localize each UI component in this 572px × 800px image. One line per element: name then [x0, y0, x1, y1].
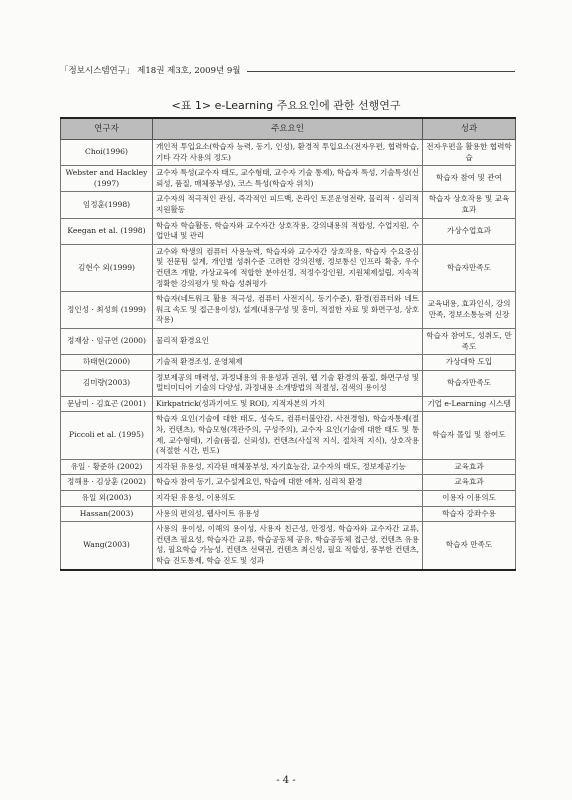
result-cell: 교육효과 [423, 475, 516, 491]
author-cell: Choi(1996) [61, 140, 153, 166]
author-cell: 정해용 · 김상훈 (2002) [61, 475, 153, 491]
table-title: <표 1> e-Learning 주요요인에 관한 선행연구 [171, 99, 401, 112]
author-cell: 김미량(2003) [61, 370, 153, 396]
author-cell: 하태현(2000) [61, 355, 153, 371]
author-cell: Wang(2003) [61, 522, 153, 570]
factors-cell: 학습자 학습활동, 학습자와 교수자간 상호작용, 강의내용의 적합성, 수업지원, 수업안내 및 관리 [153, 218, 423, 244]
running-head [60, 64, 515, 76]
result-cell: 학습자만족도 [423, 370, 516, 396]
table-header-row [61, 118, 516, 140]
table-row [61, 166, 516, 192]
header-factors: 주요요인 [153, 118, 423, 140]
result-cell: 전자우편을 활용한 협력학습 [423, 140, 516, 166]
header-result: 성과 [423, 118, 516, 140]
result-cell: 가상대학 도입 [423, 355, 516, 371]
factors-cell: Kirkpatrick(성과기여도 및 ROI), 지적자본의 가치 [153, 396, 423, 412]
factors-cell: 학습자(네트워크 활용 적극성, 컴퓨터 사전지식, 동기수준), 환경(컴퓨터와 네트워크 속도 및 접근용이성), 설계(내용구성 및 흥미, 적절한 자료 및 화면구성, 상호작용) [153, 292, 423, 329]
factors-cell: 지각된 유용성, 이용의도 [153, 491, 423, 507]
author-cell: 유일 · 황준하 (2002) [61, 459, 153, 475]
table-row [61, 491, 516, 507]
table-row [61, 475, 516, 491]
author-cell: Keegan et al. (1998) [61, 218, 153, 244]
factors-cell: 개인적 투입요소(학습자 능력, 동기, 인성), 환경적 투입요소(전자우편, 협력학습, 기타 각각 사용의 정도) [153, 140, 423, 166]
author-cell: Webster and Hackley (1997) [61, 166, 153, 192]
result-cell: 교육내용, 효과인식, 강의만족, 정보소통능력 신장 [423, 292, 516, 329]
factors-cell: 교수와 학생의 컴퓨터 사용능력, 학습자와 교수자간 상호작용, 학습자 수요중심 및 전문팀 설계, 개인별 성취수준 고려한 강의진행, 정보통신 인프라 확충, 우수 컨텐츠 개발, 가상교육에 적합한 분야선정, 적정수강인원, 지원체제설립, 지속적 정확한 강의평가 및 학습 성취평가 [153, 244, 423, 291]
table-row [61, 412, 516, 459]
author-cell: 문남미 · 김효곤 (2001) [61, 396, 153, 412]
table-row [61, 396, 516, 412]
result-cell: 학습자 상호작용 및 교육효과 [423, 192, 516, 218]
factors-cell: 사용의 편의성, 웹사이트 유용성 [153, 506, 423, 522]
table-row [61, 192, 516, 218]
result-cell: 학습자 만족도 [423, 522, 516, 570]
result-cell: 학습자 몰입 및 참여도 [423, 412, 516, 459]
table-row [61, 355, 516, 371]
factors-cell: 학습자 요인(기술에 대한 태도, 성숙도, 컴퓨터불안감, 사전경험), 학습자통제(절차, 컨텐츠), 학습모형(객관주의, 구성주의), 교수자 요인(기술에 대한 태도 및 통제, 교수형태), 기술(품질, 신뢰성), 컨텐츠(사실적 지식, 절차적 지식), 상호작용(적절한 시간, 빈도) [153, 412, 423, 459]
result-cell: 학습자 강좌수용 [423, 506, 516, 522]
table-row [61, 218, 516, 244]
factors-cell: 학습자 참여 동기, 교수설계요인, 학습에 대한 애착, 심리적 환경 [153, 475, 423, 491]
running-head-text: 「정보시스템연구」 제18권 제3호, 2009년 9월 [60, 66, 241, 76]
table-body [61, 140, 516, 570]
result-cell: 기업 e-Learning 시스템 [423, 396, 516, 412]
table-row [61, 140, 516, 166]
result-cell: 학습자 참여 및 관여 [423, 166, 516, 192]
table-row [61, 370, 516, 396]
author-cell: 유일 외(2003) [61, 491, 153, 507]
author-cell: 정재삼 · 임규연 (2000) [61, 328, 153, 354]
header-author: 연구자 [61, 118, 153, 140]
table-row [61, 292, 516, 329]
author-cell: 임정훈(1998) [61, 192, 153, 218]
author-cell: 정인성 · 최성희 (1999) [61, 292, 153, 329]
factors-cell: 교수자 특성(교수자 태도, 교수형태, 교수자 기술 통제), 학습자 특성, 기술특성(신뢰성, 품질, 매체풍부성), 코스 특성(학습자 위치) [153, 166, 423, 192]
result-cell: 가상수업효과 [423, 218, 516, 244]
author-cell: Hassan(2003) [61, 506, 153, 522]
result-cell: 이용자 이용의도 [423, 491, 516, 507]
literature-review-table [60, 117, 516, 571]
author-cell: 김현수 외(1999) [61, 244, 153, 291]
result-cell: 학습자 참여도, 성취도, 만족도 [423, 328, 516, 354]
result-cell: 학습자만족도 [423, 244, 516, 291]
factors-cell: 기술적 환경조성, 운영체제 [153, 355, 423, 371]
factors-cell: 지각된 유용성, 지각된 매체풍부성, 자기효능감, 교수자의 태도, 정보제공기능 [153, 459, 423, 475]
table-row [61, 506, 516, 522]
factors-cell: 물리적 환경요인 [153, 328, 423, 354]
page-number: - 4 - [276, 775, 296, 786]
table-row [61, 328, 516, 354]
running-head-rule [247, 71, 515, 72]
factors-cell: 정보제공의 매력성, 과정내용의 유용성과 권위, 웹 기술 환경의 품질, 화면구성 및 멀티미디어 기술의 다양성, 과정내용 소개방법의 적절성, 검색의 용이성 [153, 370, 423, 396]
author-cell: Piccoli et al. (1995) [61, 412, 153, 459]
table-row [61, 459, 516, 475]
factors-cell: 사용의 용이성, 이해의 용이성, 사용자 친근성, 안정성, 학습자와 교수자간 교류, 컨텐츠 필요성, 학습자간 교류, 학습공동체 공유, 학습공동체 접근성, 컨텐츠 유용성, 필요학습 가능성, 컨텐츠 선택권, 컨텐츠 최신성, 필요 적합성, 풍부한 컨텐츠, 학습 진도통제, 학습 진도 및 성과 [153, 522, 423, 570]
result-cell: 교육효과 [423, 459, 516, 475]
factors-cell: 교수자의 적극적인 관심, 즉각적인 피드백, 온라인 토론운영전략, 물리적 · 심리적 지원활동 [153, 192, 423, 218]
table-row [61, 244, 516, 291]
table-row [61, 522, 516, 570]
